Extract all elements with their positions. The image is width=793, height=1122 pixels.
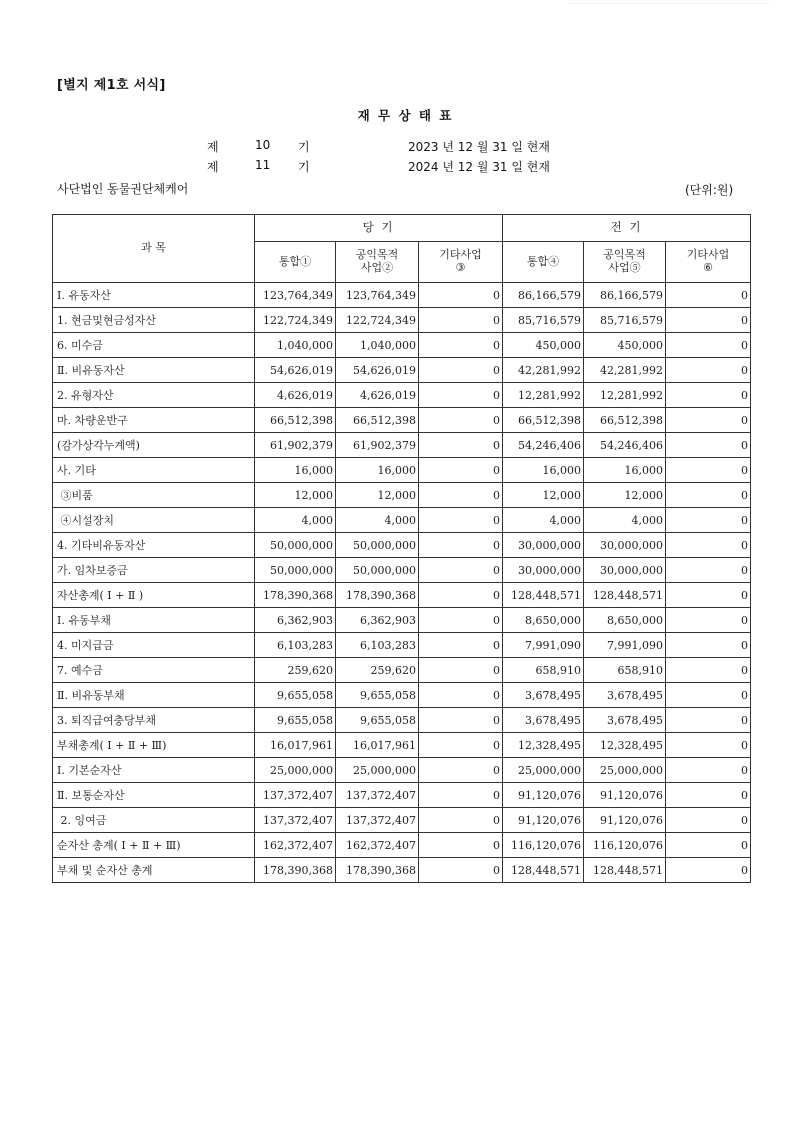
account-name: 순자산 총계( Ⅰ + Ⅱ + Ⅲ) bbox=[53, 833, 255, 858]
table-row bbox=[53, 583, 751, 608]
amount-cell: 0 bbox=[666, 758, 751, 783]
amount-cell: 1,040,000 bbox=[336, 333, 419, 358]
amount-cell: 16,000 bbox=[584, 458, 666, 483]
amount-cell: 128,448,571 bbox=[584, 583, 666, 608]
account-name: 2. 잉여금 bbox=[53, 808, 255, 833]
column-header-line1: 통합④ bbox=[526, 254, 560, 268]
amount-cell: 12,281,992 bbox=[503, 383, 584, 408]
amount-cell: 128,448,571 bbox=[503, 858, 584, 883]
period-prefix: 제 bbox=[207, 160, 219, 174]
amount-cell: 116,120,076 bbox=[503, 833, 584, 858]
amount-cell: 0 bbox=[666, 533, 751, 558]
amount-cell: 9,655,058 bbox=[336, 683, 419, 708]
account-name: ④시설장치 bbox=[53, 508, 255, 533]
financial-statement-table bbox=[52, 214, 751, 883]
amount-cell: 162,372,407 bbox=[255, 833, 336, 858]
amount-cell: 66,512,398 bbox=[584, 408, 666, 433]
amount-cell: 3,678,495 bbox=[584, 683, 666, 708]
amount-cell: 12,000 bbox=[584, 483, 666, 508]
amount-cell: 3,678,495 bbox=[503, 683, 584, 708]
column-header-line1: 통합① bbox=[278, 254, 312, 268]
column-header-line1: 기타사업 bbox=[686, 248, 730, 262]
column-header bbox=[336, 242, 419, 283]
account-name: Ⅱ. 보통순자산 bbox=[53, 783, 255, 808]
amount-cell: 0 bbox=[419, 658, 503, 683]
amount-cell: 178,390,368 bbox=[255, 858, 336, 883]
amount-cell: 0 bbox=[419, 783, 503, 808]
amount-cell: 16,017,961 bbox=[255, 733, 336, 758]
amount-cell: 0 bbox=[419, 583, 503, 608]
amount-cell: 6,362,903 bbox=[336, 608, 419, 633]
amount-cell: 4,000 bbox=[503, 508, 584, 533]
amount-cell: 0 bbox=[419, 533, 503, 558]
account-name: 4. 미지급금 bbox=[53, 633, 255, 658]
amount-cell: 42,281,992 bbox=[503, 358, 584, 383]
table-row bbox=[53, 358, 751, 383]
table-row bbox=[53, 658, 751, 683]
amount-cell: 6,362,903 bbox=[255, 608, 336, 633]
amount-cell: 66,512,398 bbox=[255, 408, 336, 433]
amount-cell: 0 bbox=[666, 833, 751, 858]
amount-cell: 178,390,368 bbox=[336, 858, 419, 883]
amount-cell: 0 bbox=[419, 358, 503, 383]
amount-cell: 16,000 bbox=[336, 458, 419, 483]
column-header bbox=[255, 242, 336, 283]
amount-cell: 4,000 bbox=[255, 508, 336, 533]
amount-cell: 54,246,406 bbox=[503, 433, 584, 458]
amount-cell: 259,620 bbox=[255, 658, 336, 683]
amount-cell: 0 bbox=[666, 658, 751, 683]
amount-cell: 0 bbox=[666, 858, 751, 883]
amount-cell: 0 bbox=[666, 483, 751, 508]
amount-cell: 0 bbox=[419, 633, 503, 658]
amount-cell: 0 bbox=[419, 333, 503, 358]
table-row bbox=[53, 383, 751, 408]
amount-cell: 85,716,579 bbox=[503, 308, 584, 333]
amount-cell: 0 bbox=[666, 733, 751, 758]
amount-cell: 0 bbox=[419, 458, 503, 483]
amount-cell: 658,910 bbox=[584, 658, 666, 683]
account-name: 부채총계( Ⅰ + Ⅱ + Ⅲ) bbox=[53, 733, 255, 758]
amount-cell: 50,000,000 bbox=[255, 533, 336, 558]
amount-cell: 450,000 bbox=[584, 333, 666, 358]
amount-cell: 0 bbox=[666, 558, 751, 583]
amount-cell: 0 bbox=[666, 308, 751, 333]
amount-cell: 0 bbox=[419, 683, 503, 708]
column-header-line2: ⑥ bbox=[703, 261, 713, 274]
account-name: 가. 임차보증금 bbox=[53, 558, 255, 583]
amount-cell: 0 bbox=[666, 683, 751, 708]
amount-cell: 0 bbox=[666, 608, 751, 633]
amount-cell: 0 bbox=[419, 833, 503, 858]
column-header-line2: 사업② bbox=[360, 261, 394, 274]
amount-cell: 6,103,283 bbox=[255, 633, 336, 658]
amount-cell: 0 bbox=[419, 433, 503, 458]
current-period-header: 당 기 bbox=[255, 215, 503, 242]
amount-cell: 0 bbox=[419, 508, 503, 533]
account-name: 자산총계( Ⅰ + Ⅱ ) bbox=[53, 583, 255, 608]
amount-cell: 128,448,571 bbox=[584, 858, 666, 883]
table-row bbox=[53, 533, 751, 558]
period-date: 2024 년 12 월 31 일 현재 bbox=[408, 160, 550, 174]
amount-cell: 0 bbox=[666, 383, 751, 408]
amount-cell: 91,120,076 bbox=[584, 808, 666, 833]
amount-cell: 16,017,961 bbox=[336, 733, 419, 758]
period-date: 2023 년 12 월 31 일 현재 bbox=[408, 140, 550, 154]
amount-cell: 66,512,398 bbox=[503, 408, 584, 433]
table-row bbox=[53, 508, 751, 533]
table-row bbox=[53, 608, 751, 633]
table-row bbox=[53, 683, 751, 708]
amount-cell: 137,372,407 bbox=[336, 808, 419, 833]
account-name: 7. 예수금 bbox=[53, 658, 255, 683]
table-row bbox=[53, 633, 751, 658]
table-row bbox=[53, 733, 751, 758]
amount-cell: 8,650,000 bbox=[584, 608, 666, 633]
account-name: Ⅱ. 비유동자산 bbox=[53, 358, 255, 383]
account-name: (감가상각누계액) bbox=[53, 433, 255, 458]
document-title: 재 무 상 태 표 bbox=[357, 108, 454, 123]
table-row bbox=[53, 783, 751, 808]
table-row bbox=[53, 833, 751, 858]
amount-cell: 128,448,571 bbox=[503, 583, 584, 608]
amount-cell: 50,000,000 bbox=[336, 558, 419, 583]
amount-cell: 4,626,019 bbox=[336, 383, 419, 408]
amount-cell: 0 bbox=[419, 408, 503, 433]
amount-cell: 16,000 bbox=[255, 458, 336, 483]
table-row bbox=[53, 308, 751, 333]
amount-cell: 54,246,406 bbox=[584, 433, 666, 458]
amount-cell: 0 bbox=[419, 283, 503, 308]
amount-cell: 0 bbox=[666, 458, 751, 483]
amount-cell: 0 bbox=[419, 733, 503, 758]
account-name: 3. 퇴직급여충당부채 bbox=[53, 708, 255, 733]
amount-cell: 0 bbox=[419, 483, 503, 508]
amount-cell: 137,372,407 bbox=[255, 783, 336, 808]
amount-cell: 4,626,019 bbox=[255, 383, 336, 408]
amount-cell: 91,120,076 bbox=[503, 808, 584, 833]
amount-cell: 25,000,000 bbox=[503, 758, 584, 783]
amount-cell: 0 bbox=[666, 508, 751, 533]
amount-cell: 0 bbox=[419, 383, 503, 408]
account-name: Ⅰ. 기본순자산 bbox=[53, 758, 255, 783]
account-name: 부채 및 순자산 총계 bbox=[53, 858, 255, 883]
amount-cell: 12,328,495 bbox=[503, 733, 584, 758]
account-name: 6. 미수금 bbox=[53, 333, 255, 358]
amount-cell: 0 bbox=[419, 558, 503, 583]
amount-cell: 9,655,058 bbox=[255, 683, 336, 708]
amount-cell: 123,764,349 bbox=[255, 283, 336, 308]
amount-cell: 0 bbox=[419, 758, 503, 783]
amount-cell: 122,724,349 bbox=[336, 308, 419, 333]
amount-cell: 0 bbox=[666, 333, 751, 358]
account-name: 1. 현금및현금성자산 bbox=[53, 308, 255, 333]
amount-cell: 54,626,019 bbox=[336, 358, 419, 383]
amount-cell: 30,000,000 bbox=[503, 533, 584, 558]
amount-cell: 0 bbox=[666, 583, 751, 608]
amount-cell: 61,902,379 bbox=[255, 433, 336, 458]
amount-cell: 85,716,579 bbox=[584, 308, 666, 333]
account-name: Ⅱ. 비유동부채 bbox=[53, 683, 255, 708]
amount-cell: 30,000,000 bbox=[584, 533, 666, 558]
table-row bbox=[53, 758, 751, 783]
column-header-line1: 공익목적 bbox=[355, 248, 399, 262]
amount-cell: 3,678,495 bbox=[503, 708, 584, 733]
account-name: 2. 유형자산 bbox=[53, 383, 255, 408]
amount-cell: 0 bbox=[666, 808, 751, 833]
amount-cell: 25,000,000 bbox=[255, 758, 336, 783]
amount-cell: 0 bbox=[419, 308, 503, 333]
subject-header: 과 목 bbox=[53, 215, 255, 283]
table-row bbox=[53, 808, 751, 833]
amount-cell: 9,655,058 bbox=[255, 708, 336, 733]
amount-cell: 12,000 bbox=[255, 483, 336, 508]
amount-cell: 4,000 bbox=[336, 508, 419, 533]
table-row bbox=[53, 408, 751, 433]
amount-cell: 7,991,090 bbox=[503, 633, 584, 658]
amount-cell: 116,120,076 bbox=[584, 833, 666, 858]
amount-cell: 3,678,495 bbox=[584, 708, 666, 733]
amount-cell: 42,281,992 bbox=[584, 358, 666, 383]
table-row bbox=[53, 558, 751, 583]
amount-cell: 9,655,058 bbox=[336, 708, 419, 733]
period-suffix: 기 bbox=[298, 140, 310, 154]
amount-cell: 6,103,283 bbox=[336, 633, 419, 658]
amount-cell: 7,991,090 bbox=[584, 633, 666, 658]
account-name: 마. 차량운반구 bbox=[53, 408, 255, 433]
amount-cell: 0 bbox=[666, 783, 751, 808]
column-header bbox=[503, 242, 584, 283]
unit-label: (단위:원) bbox=[685, 183, 734, 197]
amount-cell: 450,000 bbox=[503, 333, 584, 358]
amount-cell: 86,166,579 bbox=[503, 283, 584, 308]
amount-cell: 86,166,579 bbox=[584, 283, 666, 308]
table-row bbox=[53, 858, 751, 883]
column-header-line2: 사업⑤ bbox=[608, 261, 641, 274]
amount-cell: 259,620 bbox=[336, 658, 419, 683]
amount-cell: 4,000 bbox=[584, 508, 666, 533]
period-number: 11 bbox=[255, 158, 271, 172]
amount-cell: 0 bbox=[666, 408, 751, 433]
amount-cell: 91,120,076 bbox=[584, 783, 666, 808]
account-name: ③비품 bbox=[53, 483, 255, 508]
amount-cell: 658,910 bbox=[503, 658, 584, 683]
amount-cell: 178,390,368 bbox=[336, 583, 419, 608]
prior-period-header: 전 기 bbox=[503, 215, 751, 242]
amount-cell: 91,120,076 bbox=[503, 783, 584, 808]
amount-cell: 12,328,495 bbox=[584, 733, 666, 758]
amount-cell: 0 bbox=[666, 433, 751, 458]
amount-cell: 122,724,349 bbox=[255, 308, 336, 333]
amount-cell: 0 bbox=[666, 358, 751, 383]
table-row bbox=[53, 483, 751, 508]
amount-cell: 0 bbox=[419, 808, 503, 833]
column-header-line1: 공익목적 bbox=[603, 248, 646, 262]
amount-cell: 0 bbox=[666, 283, 751, 308]
amount-cell: 137,372,407 bbox=[336, 783, 419, 808]
amount-cell: 178,390,368 bbox=[255, 583, 336, 608]
amount-cell: 0 bbox=[419, 608, 503, 633]
scan-artifact-line bbox=[570, 3, 770, 5]
form-label: [별지 제1호 서식] bbox=[57, 78, 166, 93]
table-row bbox=[53, 458, 751, 483]
column-header-line1: 기타사업 bbox=[439, 248, 482, 262]
amount-cell: 162,372,407 bbox=[336, 833, 419, 858]
account-name: Ⅰ. 유동부채 bbox=[53, 608, 255, 633]
amount-cell: 0 bbox=[419, 858, 503, 883]
period-number: 10 bbox=[255, 138, 271, 152]
period-prefix: 제 bbox=[207, 140, 219, 154]
column-header bbox=[419, 242, 503, 283]
amount-cell: 50,000,000 bbox=[336, 533, 419, 558]
amount-cell: 12,000 bbox=[336, 483, 419, 508]
column-header-line2: ③ bbox=[455, 261, 466, 274]
amount-cell: 12,000 bbox=[503, 483, 584, 508]
account-name: 4. 기타비유동자산 bbox=[53, 533, 255, 558]
table-row bbox=[53, 708, 751, 733]
amount-cell: 50,000,000 bbox=[255, 558, 336, 583]
amount-cell: 137,372,407 bbox=[255, 808, 336, 833]
amount-cell: 30,000,000 bbox=[584, 558, 666, 583]
amount-cell: 0 bbox=[419, 708, 503, 733]
amount-cell: 0 bbox=[666, 633, 751, 658]
column-header bbox=[584, 242, 666, 283]
period-suffix: 기 bbox=[298, 160, 310, 174]
account-name: Ⅰ. 유동자산 bbox=[53, 283, 255, 308]
amount-cell: 25,000,000 bbox=[584, 758, 666, 783]
amount-cell: 8,650,000 bbox=[503, 608, 584, 633]
amount-cell: 61,902,379 bbox=[336, 433, 419, 458]
amount-cell: 12,281,992 bbox=[584, 383, 666, 408]
amount-cell: 123,764,349 bbox=[336, 283, 419, 308]
column-header bbox=[666, 242, 751, 283]
amount-cell: 0 bbox=[666, 708, 751, 733]
table-row bbox=[53, 283, 751, 308]
amount-cell: 30,000,000 bbox=[503, 558, 584, 583]
table-row bbox=[53, 333, 751, 358]
amount-cell: 66,512,398 bbox=[336, 408, 419, 433]
organization-name: 사단법인 동물권단체케어 bbox=[57, 182, 189, 196]
amount-cell: 25,000,000 bbox=[336, 758, 419, 783]
amount-cell: 16,000 bbox=[503, 458, 584, 483]
account-name: 사. 기타 bbox=[53, 458, 255, 483]
amount-cell: 1,040,000 bbox=[255, 333, 336, 358]
table-row bbox=[53, 433, 751, 458]
amount-cell: 54,626,019 bbox=[255, 358, 336, 383]
